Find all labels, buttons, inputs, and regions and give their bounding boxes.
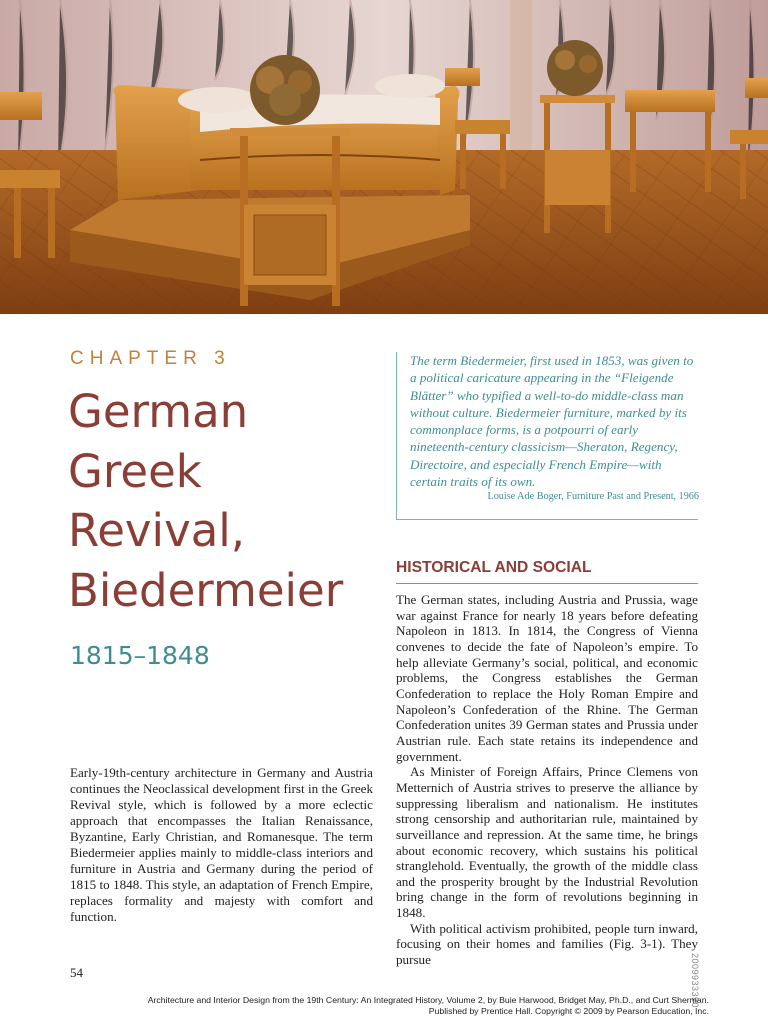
side-code: 2009933390 [690, 953, 700, 1009]
page-number: 54 [70, 965, 83, 980]
chapter-title [68, 382, 388, 620]
epigraph-quote: The term Biedermeier, first used in 1853, was given to a political caricature appearing in the “Fleigende Blätter” who typified a well-to-do middle-class man without culture. Biedermeier furniture, marked by its commonplace forms, is a potpourri of early nineteenth-century classicism—Sheraton, Regency, Directoire, and especially French Empire—with certain traits of its own. [410, 353, 694, 490]
section-body [396, 592, 698, 968]
section-heading: HISTORICAL AND SOCIAL [396, 559, 592, 576]
section-divider [396, 583, 698, 584]
hero-photo [0, 0, 768, 314]
footer-line-2: Published by Prentice Hall. Copyright © 2009 by Pearson Education, Inc. [428, 1006, 709, 1016]
chapter-title-line: Biedermeier [68, 563, 344, 617]
chapter-title-line: German [68, 385, 249, 438]
body-paragraph: The German states, including Austria and Prussia, wage war against France for nearly 18 years before defeating Napoleon in 1813. In 1814, the Congress of Vienna convenes to decide the fate of Napoleon’s empire. To help alleviate Germany’s social, political, and economic problems, the Congress establishes the German Confederation to replace the Holy Roman Empire and Napoleon’s Confederation of the Rhine. The German Confederation unites 39 German states and Prussia under Austrian rule. Each state retains its independence and government. [396, 592, 698, 764]
chapter-title-line: Revival, [68, 504, 246, 557]
chapter-title-line: Greek [68, 444, 202, 498]
quote-attribution: Louise Ade Boger, Furniture Past and Present, 1966 [487, 491, 699, 502]
footer-line-1: Architecture and Interior Design from the 19th Century: An Integrated History, Volume 2, by Buie Harwood, Bridget May, Ph.D., and Curt Sherman. [147, 995, 709, 1005]
chapter-dates: 1815–1848 [70, 641, 210, 670]
biedermeier-bedroom-photo [0, 0, 768, 314]
footer-credit [0, 995, 709, 1017]
intro-paragraph: Early-19th-century architecture in Germany and Austria continues the Neoclassical development first in the Greek Revival style, which is followed by a more eclectic approach that encompasses the Italian Renaissance, Byzantine, Early Christian, and Romanesque. The term Biedermeier applies mainly to middle-class interiors and furniture in Austria and Germany during the period of 1815 to 1848. This style, an adaptation of French Empire, replaces formality and majesty with comfort and function. [70, 765, 373, 924]
chapter-label: CHAPTER 3 [70, 348, 231, 369]
body-paragraph: With political activism prohibited, people turn inward, focusing on their homes and families (Fig. 3-1). They pursue [396, 920, 698, 968]
body-paragraph: As Minister of Foreign Affairs, Prince Clemens von Metternich of Austria strives to preserve the alliance by suppressing liberalism and nationalism. He institutes strong censorship and authoritarian rule, maintained by surveillance and repression. At the same time, he brings about economic recovery, which sustains his political stranglehold. Eventually, the growth of the middle class and the prosperity brought by the Industrial Revolution bring change in the form of revolutions beginning in 1848. [396, 764, 698, 921]
